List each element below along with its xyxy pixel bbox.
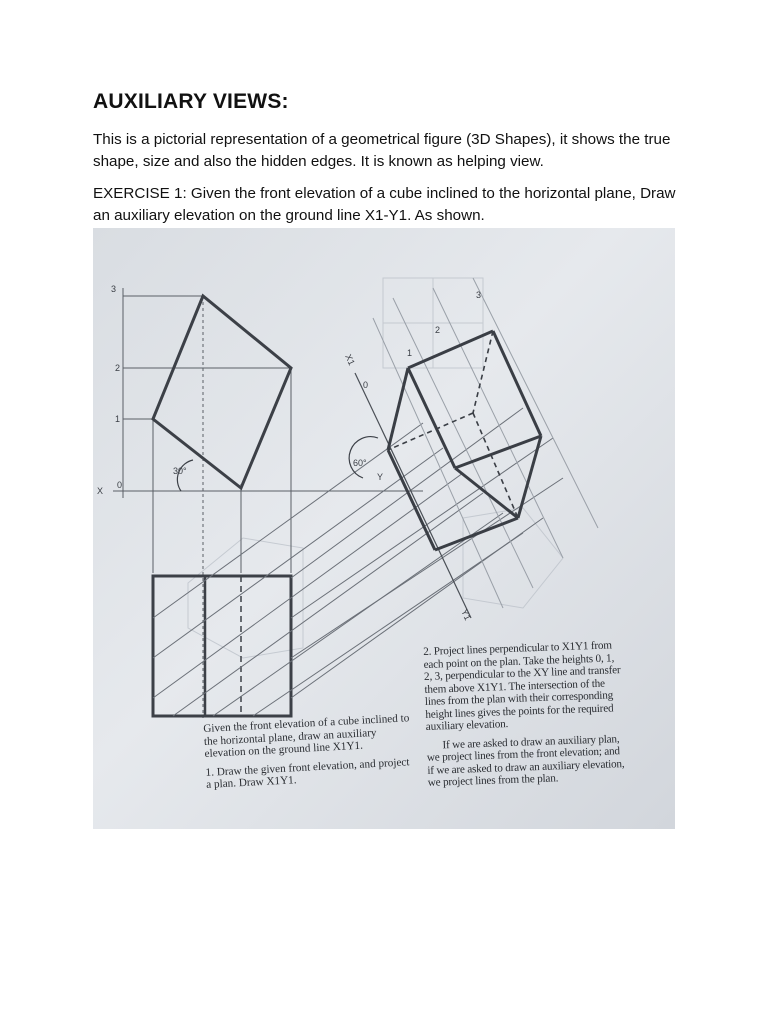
caption-left-line2: 1. Draw the given front elevation, and project a plan. Draw X1Y1. (205, 755, 410, 791)
caption-right-step2: 2. Project lines perpendicular to X1Y1 from each point on the plan. Take the heights 0, 1, 2, 3, perpendicular to the XY line and transfer them above X1Y1. The intersection of the lines from the plan with their corresponding height lines gives the points for the required auxiliary elevation. (423, 639, 621, 733)
caption-right (423, 639, 628, 795)
caption-left (203, 712, 417, 797)
y1-label: Y1 (459, 607, 473, 622)
height-label-0: 0 (117, 480, 123, 490)
page-title: AUXILIARY VIEWS: (93, 90, 289, 113)
y-label: Y (377, 472, 384, 482)
x-label: X (97, 486, 104, 496)
angle-60-label: 60° (353, 458, 367, 468)
aux-label-1: 1 (407, 348, 413, 358)
intro-paragraph: This is a pictorial representation of a geometrical figure (3D Shapes), it shows the true shape, size and also the hidden edges. It is known as helping view. (93, 131, 671, 170)
aux-label-0: 0 (363, 380, 369, 390)
height-label-2: 2 (115, 363, 121, 373)
height-label-1: 1 (115, 414, 121, 424)
exercise-photo (93, 228, 675, 829)
height-label-3: 3 (111, 284, 117, 294)
aux-label-2: 2 (435, 325, 441, 335)
angle-30-label: 30° (173, 466, 187, 476)
caption-left-line1: Given the front elevation of a cube inclined to the horizontal plane, draw an auxiliary elevation on the ground line X1Y1. (203, 712, 410, 760)
exercise-paragraph: EXERCISE 1: Given the front elevation of a cube inclined to the horizontal plane, Draw an auxiliary elevation on the ground line X1-Y1. As shown. (93, 185, 676, 224)
x1-label: X1 (343, 352, 357, 367)
aux-label-3: 3 (476, 290, 482, 300)
caption-right-note: If we are asked to draw an auxiliary plan, we project lines from the front elevation; and if we are asked to draw an auxiliary elevation, we project lines from the plan. (426, 732, 625, 789)
